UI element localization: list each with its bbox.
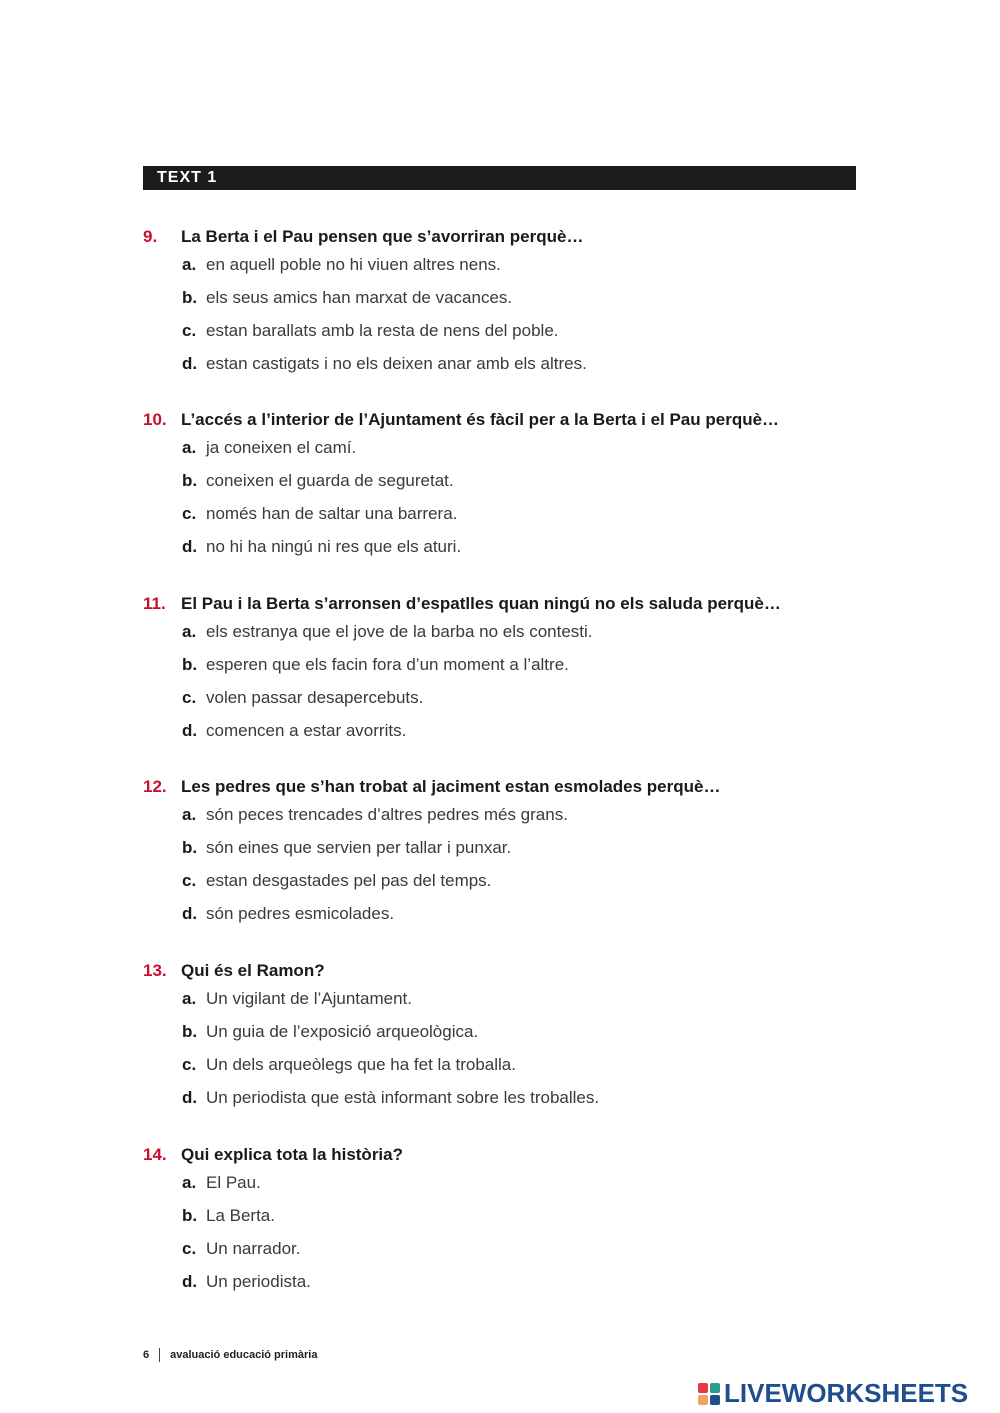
question-heading: [143, 961, 903, 989]
question-heading: [143, 777, 903, 805]
question-text: El Pau i la Berta s’arronsen d’espatlles quan ningú no els saluda perquè…: [181, 594, 781, 613]
option-text: són peces trencades d’altres pedres més grans.: [206, 805, 568, 824]
option-letter: a.: [182, 989, 197, 1008]
option-letter: a.: [182, 805, 197, 824]
option-letter: a.: [182, 255, 197, 274]
question-heading: [143, 594, 903, 622]
answer-option[interactable]: [143, 622, 903, 655]
answer-option[interactable]: [143, 805, 903, 838]
answer-option[interactable]: [143, 721, 903, 754]
question-number: 12.: [143, 777, 167, 796]
question-heading: [143, 227, 903, 255]
section-title: TEXT 1: [157, 169, 218, 186]
option-letter: d.: [182, 537, 198, 556]
option-text: Un periodista que està informant sobre les troballes.: [206, 1088, 600, 1107]
option-letter: a.: [182, 438, 197, 457]
question-10: [143, 410, 903, 570]
option-text: els estranya que el jove de la barba no els contesti.: [206, 622, 593, 641]
question-heading: [143, 1145, 903, 1173]
option-letter: d.: [182, 904, 198, 923]
option-text: Un dels arqueòlegs que ha fet la troballa.: [206, 1055, 516, 1074]
answer-option[interactable]: [143, 1206, 903, 1239]
option-letter: b.: [182, 655, 198, 674]
option-letter: b.: [182, 838, 198, 857]
option-text: Un periodista.: [206, 1272, 311, 1291]
option-text: Un vigilant de l’Ajuntament.: [206, 989, 413, 1008]
option-letter: d.: [182, 721, 198, 740]
answer-option[interactable]: [143, 438, 903, 471]
option-letter: c.: [182, 1055, 197, 1074]
answer-option[interactable]: [143, 1272, 903, 1305]
page-footer: [143, 1348, 317, 1362]
answer-option[interactable]: [143, 688, 903, 721]
question-9: [143, 227, 903, 387]
option-text: volen passar desapercebuts.: [206, 688, 424, 707]
answer-option[interactable]: [143, 1022, 903, 1055]
question-number: 10.: [143, 410, 167, 429]
answer-option[interactable]: [143, 504, 903, 537]
option-text: en aquell poble no hi viuen altres nens.: [206, 255, 501, 274]
option-letter: c.: [182, 1239, 197, 1258]
answer-option[interactable]: [143, 1173, 903, 1206]
answer-option[interactable]: [143, 255, 903, 288]
answer-option[interactable]: [143, 1239, 903, 1272]
answer-option[interactable]: [143, 471, 903, 504]
answer-option[interactable]: [143, 1088, 903, 1121]
answer-option[interactable]: [143, 989, 903, 1022]
answer-option[interactable]: [143, 288, 903, 321]
answer-option[interactable]: [143, 321, 903, 354]
option-text: coneixen el guarda de seguretat.: [206, 471, 454, 490]
question-text: Qui és el Ramon?: [181, 961, 325, 980]
option-text: estan castigats i no els deixen anar amb els altres.: [206, 354, 587, 373]
question-text: Les pedres que s’han trobat al jaciment estan esmolades perquè…: [181, 777, 721, 796]
answer-option[interactable]: [143, 537, 903, 570]
section-header: [143, 166, 856, 190]
option-letter: c.: [182, 504, 197, 523]
answer-option[interactable]: [143, 1055, 903, 1088]
answer-option[interactable]: [143, 655, 903, 688]
option-letter: c.: [182, 871, 197, 890]
answer-option[interactable]: [143, 904, 903, 937]
option-letter: d.: [182, 1272, 198, 1291]
question-number: 13.: [143, 961, 167, 980]
option-text: ja coneixen el camí.: [206, 438, 357, 457]
brand-name: LIVEWORKSHEETS: [724, 1378, 969, 1408]
question-number: 14.: [143, 1145, 167, 1164]
option-letter: a.: [182, 622, 197, 641]
answer-option[interactable]: [143, 871, 903, 904]
question-text: La Berta i el Pau pensen que s’avorriran perquè…: [181, 227, 584, 246]
logo-grid-icon: [698, 1383, 720, 1405]
option-text: comencen a estar avorrits.: [206, 721, 407, 740]
option-text: Un guia de l’exposició arqueològica.: [206, 1022, 479, 1041]
question-text: L’accés a l’interior de l’Ajuntament és fàcil per a la Berta i el Pau perquè…: [181, 410, 780, 429]
question-text: Qui explica tota la història?: [181, 1145, 403, 1164]
answer-option[interactable]: [143, 838, 903, 871]
option-letter: b.: [182, 471, 198, 490]
footer-label: avaluació educació primària: [170, 1349, 318, 1361]
question-number: 9.: [143, 227, 158, 246]
option-letter: c.: [182, 688, 197, 707]
option-text: només han de saltar una barrera.: [206, 504, 458, 523]
option-letter: b.: [182, 1206, 198, 1225]
option-text: estan desgastades pel pas del temps.: [206, 871, 492, 890]
option-text: els seus amics han marxat de vacances.: [206, 288, 513, 307]
option-text: El Pau.: [206, 1173, 261, 1192]
option-text: La Berta.: [206, 1206, 275, 1225]
question-heading: [143, 410, 903, 438]
option-text: esperen que els facin fora d’un moment a l’altre.: [206, 655, 569, 674]
option-text: estan barallats amb la resta de nens del poble.: [206, 321, 559, 340]
question-11: [143, 594, 903, 754]
liveworksheets-logo: [698, 1378, 968, 1409]
page-number: 6: [143, 1349, 150, 1361]
option-text: Un narrador.: [206, 1239, 301, 1258]
question-number: 11.: [143, 594, 166, 613]
question-13: [143, 961, 903, 1121]
answer-option[interactable]: [143, 354, 903, 387]
question-12: [143, 777, 903, 937]
option-text: no hi ha ningú ni res que els aturi.: [206, 537, 462, 556]
question-14: [143, 1145, 903, 1305]
option-letter: b.: [182, 1022, 198, 1041]
footer-divider: [159, 1348, 160, 1362]
option-letter: d.: [182, 354, 198, 373]
option-text: són eines que servien per tallar i punxar.: [206, 838, 512, 857]
option-letter: b.: [182, 288, 198, 307]
option-letter: d.: [182, 1088, 198, 1107]
option-text: són pedres esmicolades.: [206, 904, 395, 923]
option-letter: a.: [182, 1173, 197, 1192]
option-letter: c.: [182, 321, 197, 340]
